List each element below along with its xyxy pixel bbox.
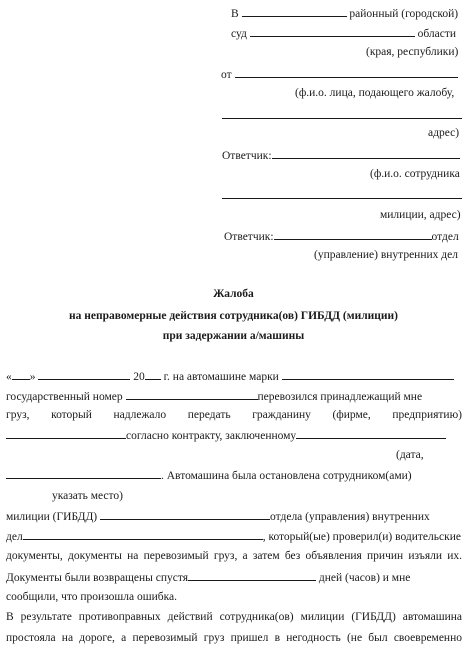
body-line-11: Документы были возвращены спустя дней (часов) и мне bbox=[6, 572, 411, 584]
duration-blank[interactable] bbox=[188, 570, 316, 581]
defendant1-blank[interactable] bbox=[272, 148, 460, 159]
body-line-7: указать место) bbox=[52, 490, 123, 502]
address-note: адрес) bbox=[428, 127, 460, 139]
body-line-12: сообщили, что произошла ошибка. bbox=[6, 591, 178, 603]
plate-number-blank[interactable] bbox=[126, 389, 258, 400]
defendant1-address-blank[interactable] bbox=[222, 198, 462, 199]
department-blank[interactable] bbox=[23, 529, 263, 540]
place-blank[interactable] bbox=[6, 468, 161, 479]
car-make-blank[interactable] bbox=[282, 369, 454, 380]
title-line1: Жалоба bbox=[213, 288, 254, 300]
officer-blank[interactable] bbox=[100, 509, 270, 520]
contract-blank[interactable] bbox=[296, 428, 446, 439]
region-name-blank[interactable] bbox=[250, 26, 415, 37]
defendant1-note: (ф.и.о. сотрудника bbox=[370, 168, 460, 180]
from-note: (ф.и.о. лица, подающего жалобу, bbox=[295, 87, 455, 99]
address-blank[interactable] bbox=[222, 118, 462, 119]
body-line-5: (дата, bbox=[396, 449, 424, 461]
defendant1-line: Ответчик: bbox=[222, 148, 460, 163]
body-line-8: милиции (ГИБДД) отдела (управления) внутренних bbox=[6, 511, 430, 523]
body-line-1: « » 20 г. на автомашине марки bbox=[6, 369, 454, 384]
body-line-14: простояла на дороге, а перевозимый груз пришел в негодность (не был своевременно bbox=[6, 632, 462, 644]
month-blank[interactable] bbox=[38, 369, 130, 380]
day-blank[interactable] bbox=[12, 369, 30, 380]
title-line2: на неправомерные действия сотрудника(ов) ГИБДД (милиции) bbox=[68, 310, 398, 322]
body-line-4: согласно контракту, заключенному bbox=[6, 428, 446, 443]
court-region-line: суд области bbox=[231, 28, 457, 40]
region-note: (края, республики) bbox=[366, 46, 459, 58]
recipient-blank[interactable] bbox=[6, 428, 126, 439]
body-line-10: документы, документы на перевозимый груз, а затем без объявления причин изъяли их. bbox=[6, 550, 462, 562]
defendant2-blank[interactable] bbox=[274, 229, 432, 240]
body-line-9: дел , который(ые) проверил(и) водительские bbox=[6, 531, 461, 543]
from-line: от bbox=[221, 67, 458, 82]
body-line-6: . Автомашина была остановлена сотрудником(ами) bbox=[6, 468, 412, 483]
complainant-blank[interactable] bbox=[235, 67, 458, 78]
body-line-2: государственный номер перевозился принадлежащий мне bbox=[6, 391, 423, 403]
court-line: В районный (городской) bbox=[231, 8, 459, 20]
defendant2-line: Ответчик: отдел bbox=[224, 231, 459, 243]
body-line-13: В результате противоправных действий сотрудника(ов) милиции (ГИБДД) автомашина bbox=[6, 611, 462, 623]
defendant1-note2: милиции, адрес) bbox=[380, 209, 461, 221]
defendant2-note: (управление) внутренних дел bbox=[314, 249, 458, 261]
year-blank[interactable] bbox=[145, 369, 161, 380]
court-name-blank[interactable] bbox=[242, 6, 347, 17]
title-line3: при задержании а/машины bbox=[162, 330, 305, 342]
body-line-3: груз, который надлежало передать гражданину (фирме, предприятию) bbox=[6, 409, 462, 421]
